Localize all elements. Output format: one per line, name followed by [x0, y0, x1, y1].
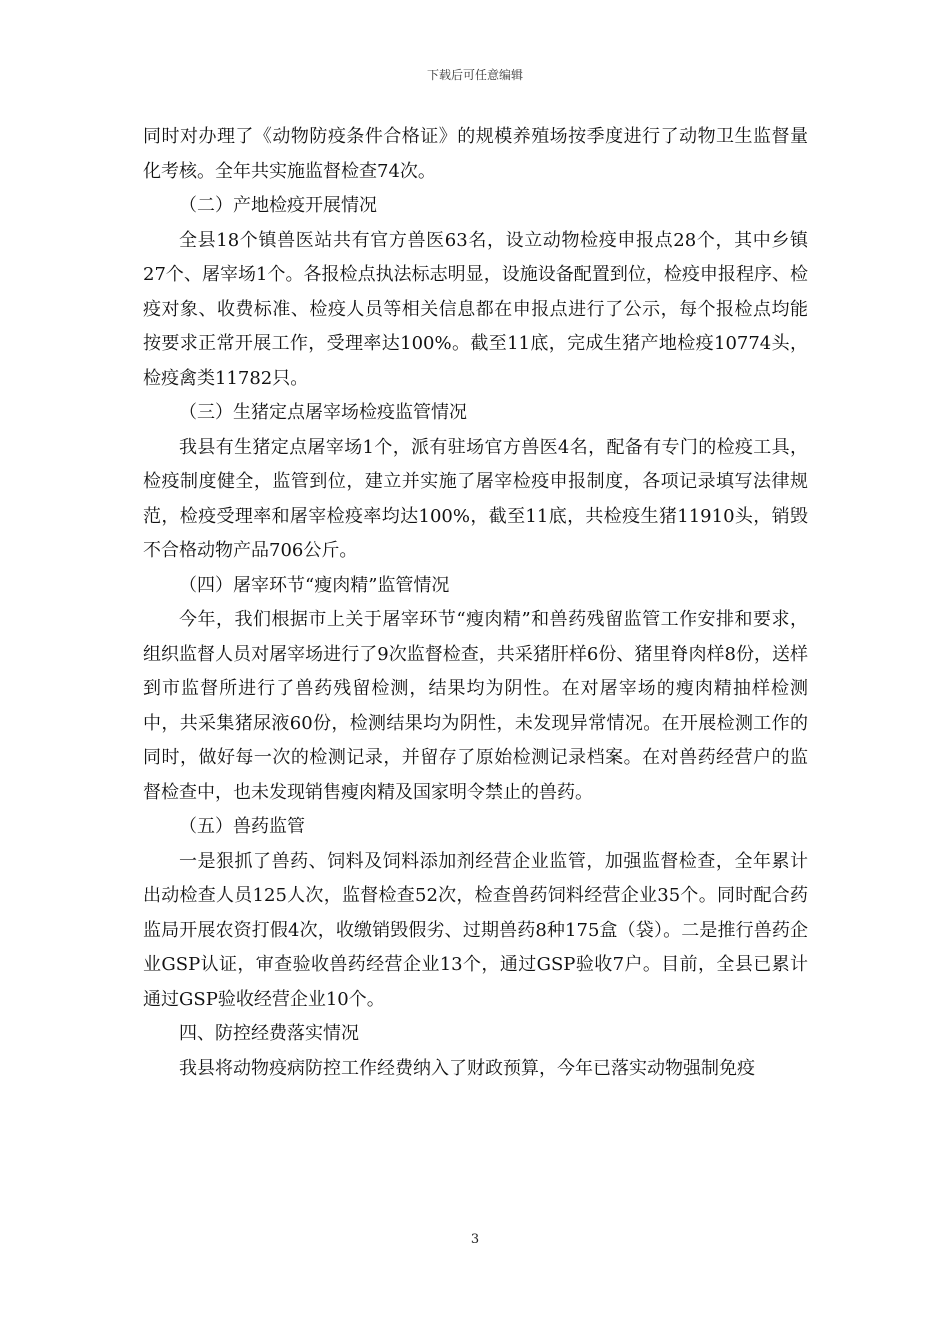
paragraph-funding: 我县将动物疫病防控工作经费纳入了财政预算，今年已落实动物强制免疫: [179, 1057, 755, 1079]
section-heading-funding: 四、防控经费落实情况: [179, 1023, 359, 1044]
paragraph-vet-drugs: 一是狠抓了兽药、饲料及饲料添加剂经营企业监管，加强监督检查，全年累计出动检查人员125人次，监督检查52次，检查兽药饲料经营企业35个。同时配合药监局开展农资打假4次，收缴销毁假劣、过期兽药8种175盒（袋）。二是推行兽药企业GSP认证，审查验收兽药经营企业13个，通过GSP验收7户。目前，全县已累计通过GSP验收经营企业10个。: [143, 850, 808, 1010]
section-heading-clenbuterol: （四）屠宰环节“瘦肉精”监管情况: [179, 574, 450, 596]
paragraph-clenbuterol: 今年，我们根据市上关于屠宰环节“瘦肉精”和兽药残留监管工作安排和要求，组织监督人员对屠宰场进行了9次监督检查，共采猪肝样6份、猪里脊肉样8份，送样到市监督所进行了兽药残留检测，结果均为阴性。在对屠宰场的瘦肉精抽样检测中，共采集猪尿液60份，检测结果均为阴性，未发现异常情况。在开展检测工作的同时，做好每一次的检测记录，并留存了原始检测记录档案。在对兽药经营户的监督检查中，也未发现销售瘦肉精及国家明令禁止的兽药。: [143, 609, 808, 803]
section-heading-origin-quarantine: （二）产地检疫开展情况: [179, 195, 377, 216]
section-heading-slaughterhouse: （三）生猪定点屠宰场检疫监管情况: [179, 402, 467, 423]
paragraph-origin-quarantine: 全县18个镇兽医站共有官方兽医63名，设立动物检疫申报点28个，其中乡镇27个、屠宰场1个。各报检点执法标志明显，设施设备配置到位，检疫申报程序、检疫对象、收费标准、检疫人员等相关信息都在申报点进行了公示，每个报检点均能按要求正常开展工作，受理率达100%。截至11底，完成生猪产地检疫10774头，检疫禽类11782只。: [143, 229, 808, 389]
paragraph-continuation: 同时对办理了《动物防疫条件合格证》的规模养殖场按季度进行了动物卫生监督量化考核。全年共实施监督检查74次。: [143, 126, 808, 182]
section-heading-vet-drugs: （五）兽药监管: [179, 816, 305, 837]
page-header: 下载后可任意编辑: [426, 68, 523, 82]
document-body: [143, 120, 808, 1086]
paragraph-slaughterhouse: 我县有生猪定点屠宰场1个，派有驻场官方兽医4名，配备有专门的检疫工具，检疫制度健全，监管到位，建立并实施了屠宰检疫申报制度，各项记录填写法律规范，检疫受理率和屠宰检疫率均达100%，截至11底，共检疫生猪11910头，销毁不合格动物产品706公斤。: [143, 436, 808, 561]
page-number: 3: [470, 1232, 480, 1247]
